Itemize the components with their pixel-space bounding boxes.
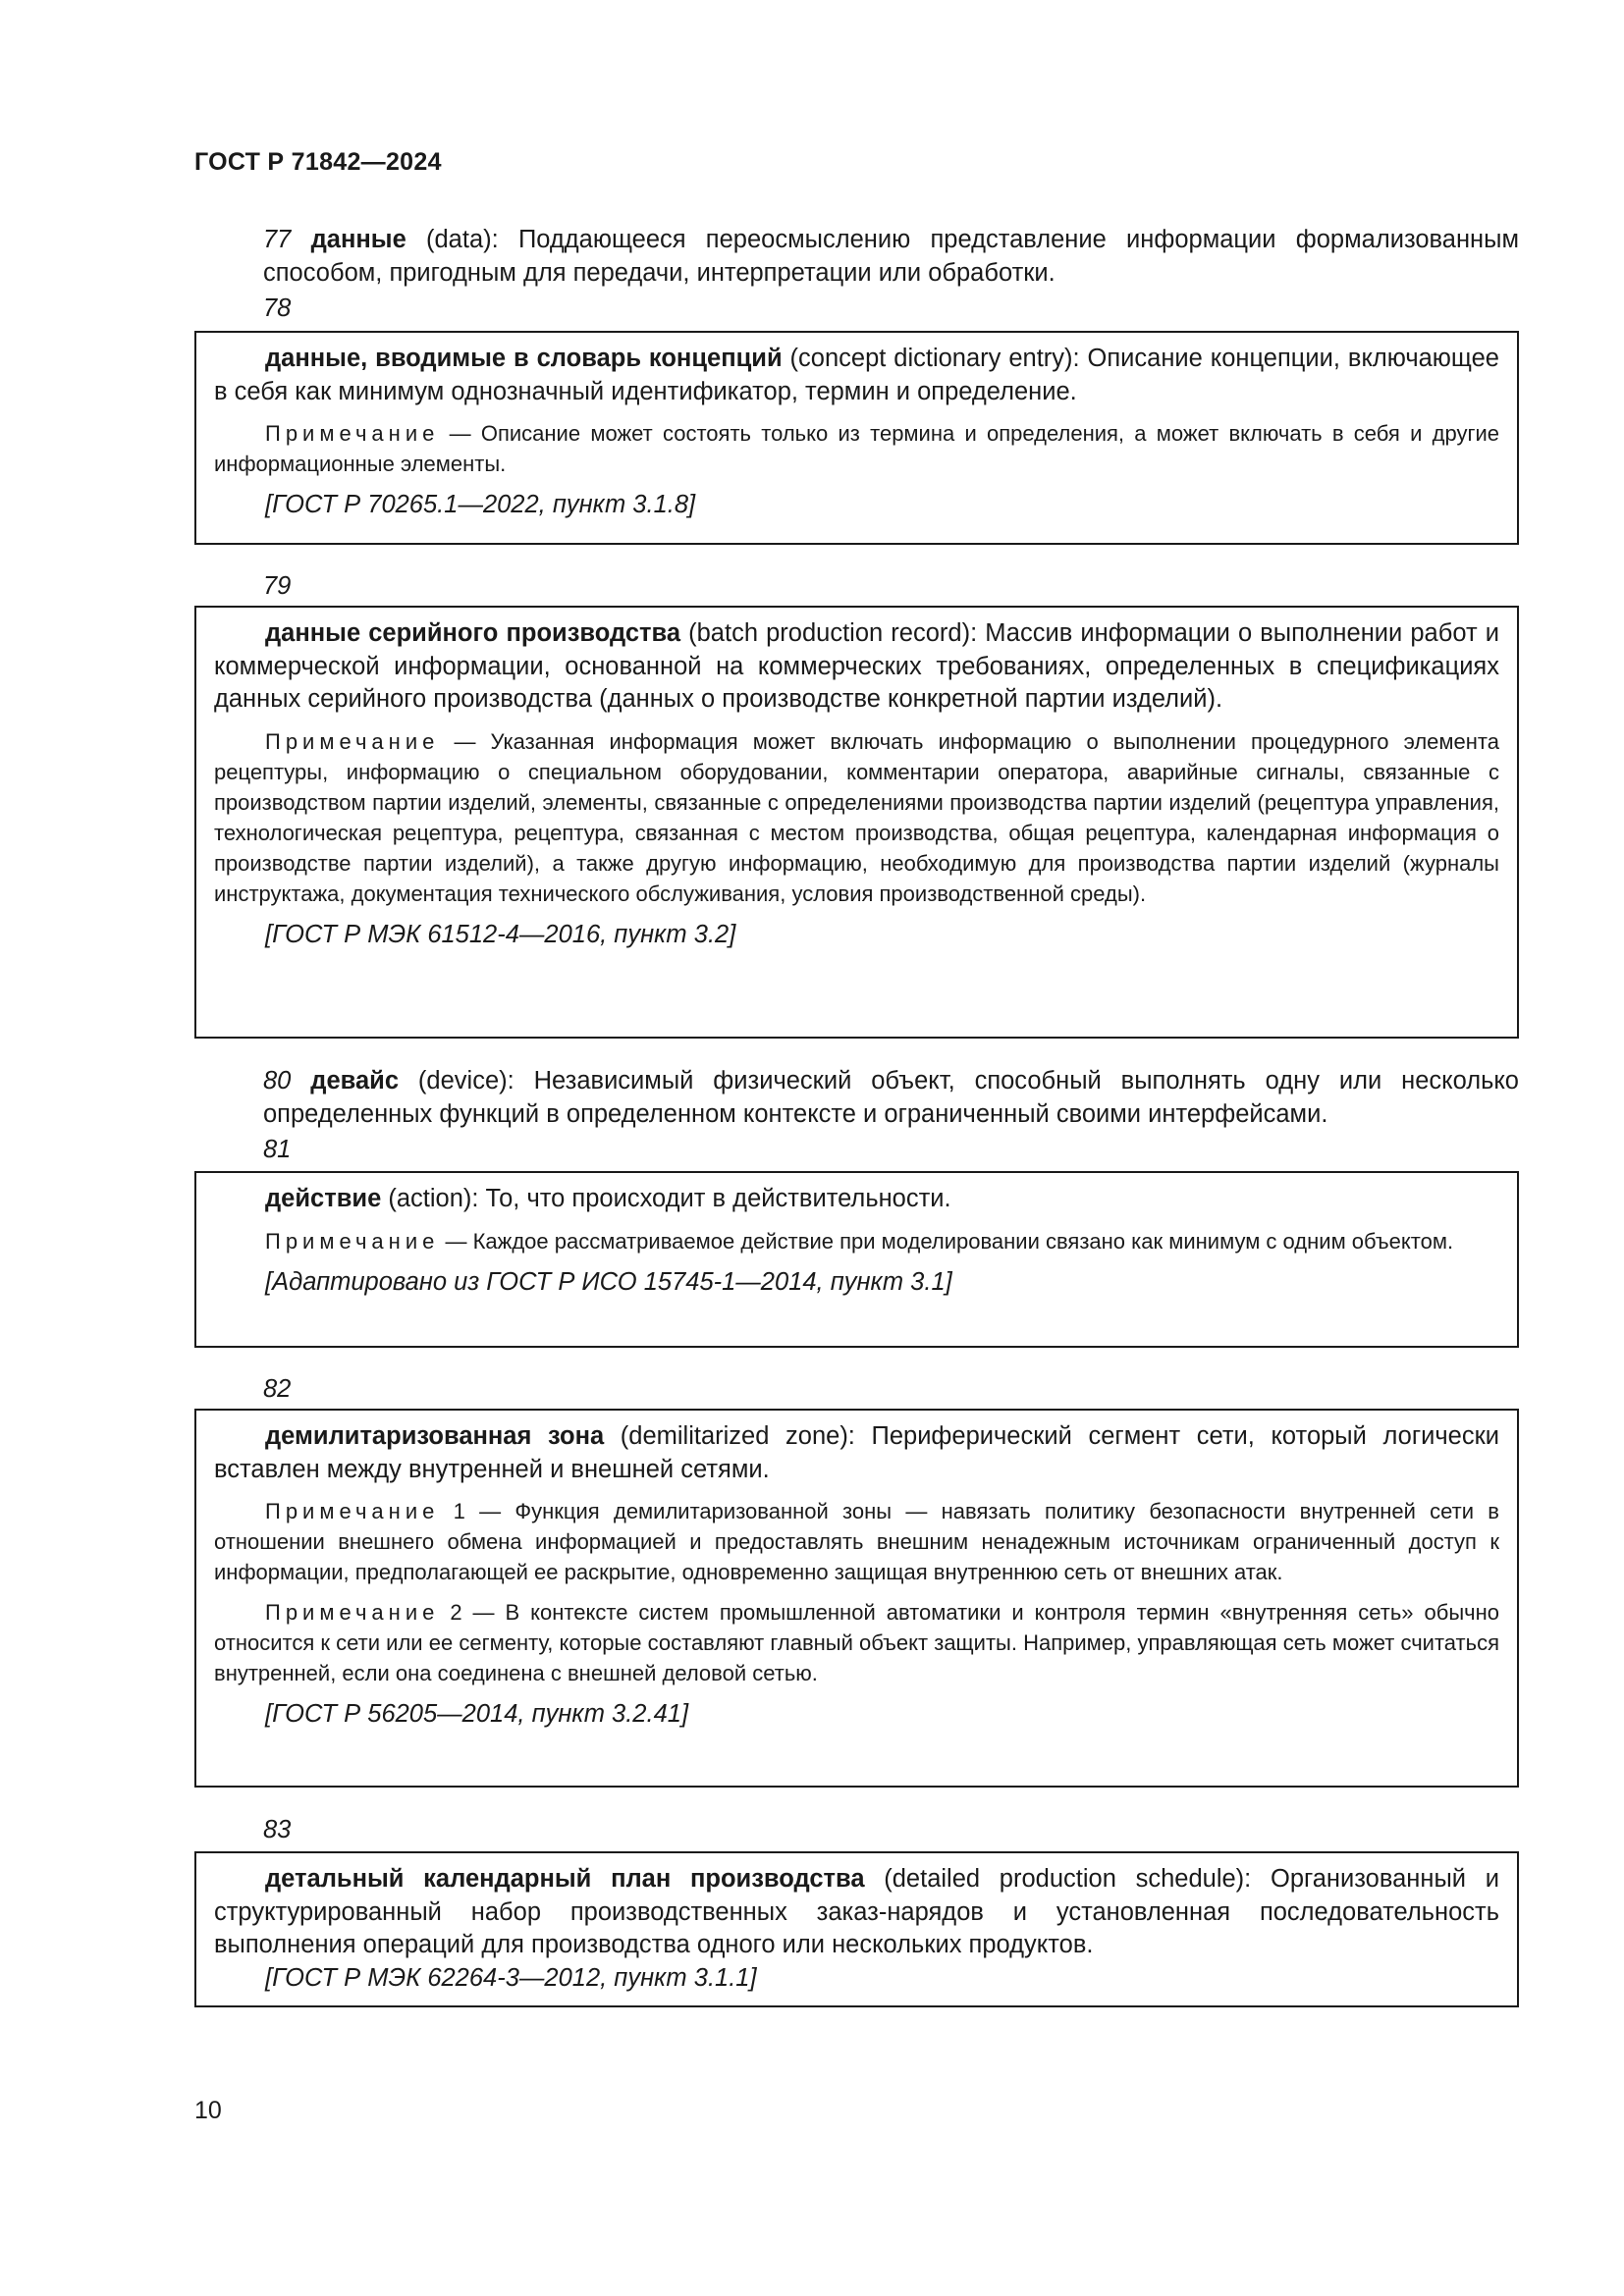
entry-77-term: данные [310, 226, 406, 253]
entry-77-definition: (data): Поддающееся переосмыслению представление информации формализованным способом, пригодным для передачи, интерпретации или обработки. [263, 226, 1519, 287]
note-label: Примечание [265, 1228, 440, 1254]
entry-80-term: девайс [310, 1067, 400, 1095]
entry-81-box [194, 1171, 1519, 1348]
entry-81-note [214, 1226, 1499, 1256]
entry-79-definition: (batch production record): Массив информации о выполнении работ и коммерческой информации, основанной на коммерческих требованиях, определенных в спецификациях данных серийного производства (данных о производстве конкретной партии изделий). [214, 619, 1499, 713]
entry-78-text [214, 343, 1499, 408]
entry-83-definition: (detailed production schedule): Организованный и структурированный набор производственных заказ-нарядов и установленная последовательность выполнения операций для производства одного или нескольких продуктов. [214, 1865, 1499, 1958]
entry-83-box [194, 1851, 1519, 2007]
entry-82-text [214, 1420, 1499, 1486]
entry-78-note [214, 418, 1499, 479]
entry-78-source: [ГОСТ Р 70265.1—2022, пункт 3.1.8] [265, 491, 696, 518]
note-label: Примечание [265, 1499, 440, 1523]
note-text: 2 — В контексте систем промышленной автоматики и контроля термин «внутренняя сеть» обычно относится к сети или ее сегменту, которые составляют главный объект защиты. Например, управляющая сеть может считаться внутренней, если она соединена с внешней деловой сетью. [214, 1600, 1499, 1685]
entry-78-box [194, 331, 1519, 545]
entry-82-term: демилитаризованная зона [265, 1422, 605, 1450]
entry-83-number: 83 [263, 1816, 292, 1843]
entry-79-note [214, 726, 1499, 909]
note-text: 1 — Функция демилитаризованной зоны — навязать политику безопасности внутренней сети в отношении внешнего обмена информацией и предоставлять внешним ненадежным источникам ограниченный доступ к информации, предполагающей ее раскрытие, одновременно защищая внутреннюю сеть от внешних атак. [214, 1499, 1499, 1584]
note-text: — Указанная информация может включать информацию о выполнении процедурного элемента рецептуры, информацию о специальном оборудовании, комментарии оператора, аварийные сигналы, связанные с производством партии изделий, элементы, связанные с определениями производства партии изделий (рецептура управления, технологическая рецептура, рецептура, связанная с местом производства, общая рецептура, календарная информация о производстве партии изделий), а также другую информацию, необходимую для производства партии изделий (журналы инструктажа, документация технического обслуживания, условия производственной среды). [214, 728, 1499, 906]
entry-80-text [194, 1065, 1519, 1131]
entry-77-number: 77 [263, 226, 292, 253]
entry-77 [194, 224, 1519, 290]
entry-82-source: [ГОСТ Р 56205—2014, пункт 3.2.41] [265, 1700, 689, 1728]
page-number: 10 [194, 2097, 222, 2124]
entry-80-definition: (device): Независимый физический объект, способный выполнять одну или несколько определенных функций в определенном контексте и ограниченный своими интерфейсами. [263, 1067, 1519, 1128]
entry-79-number: 79 [263, 572, 292, 600]
entry-80-number: 80 [263, 1067, 292, 1095]
entry-82-definition: (demilitarized zone): Периферический сегмент сети, который логически вставлен между внутренней и внешней сетями. [214, 1422, 1499, 1483]
note-label: Примечание [265, 1600, 440, 1625]
entry-79-text [214, 617, 1499, 717]
entry-82-note-1 [214, 1496, 1499, 1587]
entry-81-term: действие [265, 1185, 382, 1212]
entry-81-definition: (action): То, что происходит в действительности. [381, 1185, 951, 1212]
entry-78-definition: (concept dictionary entry): Описание концепции, включающее в себя как минимум однозначный идентификатор, термин и определение. [214, 345, 1499, 405]
entry-81-text [214, 1183, 1499, 1216]
entry-82-number: 82 [263, 1375, 292, 1403]
entry-79-box [194, 606, 1519, 1039]
document-header: ГОСТ Р 71842—2024 [194, 148, 442, 176]
entry-78-term: данные, вводимые в словарь концепций [265, 345, 783, 372]
note-text: — Каждое рассматриваемое действие при моделировании связано как минимум с одним объектом. [439, 1228, 1454, 1254]
entry-79-source: [ГОСТ Р МЭК 61512-4—2016, пункт 3.2] [265, 920, 736, 948]
entry-81-source: [Адаптировано из ГОСТ Р ИСО 15745-1—2014, пункт 3.1] [265, 1267, 952, 1296]
entry-83-term: детальный календарный план производства [265, 1865, 865, 1893]
entry-81-number: 81 [263, 1136, 292, 1163]
entry-77-text [194, 224, 1519, 290]
entry-78-number: 78 [263, 294, 292, 322]
entry-82-note-2 [214, 1597, 1499, 1688]
entry-83-source: [ГОСТ Р МЭК 62264-3—2012, пункт 3.1.1] [265, 1963, 757, 1992]
note-label: Примечание [265, 728, 440, 754]
entry-82-box [194, 1409, 1519, 1788]
note-text: — Описание может состоять только из термина и определения, а может включать в себя и другие информационные элементы. [214, 421, 1499, 476]
entry-80 [194, 1065, 1519, 1131]
entry-79-term: данные серийного производства [265, 619, 681, 647]
note-label: Примечание [265, 421, 440, 446]
entry-83-text [214, 1863, 1499, 1962]
